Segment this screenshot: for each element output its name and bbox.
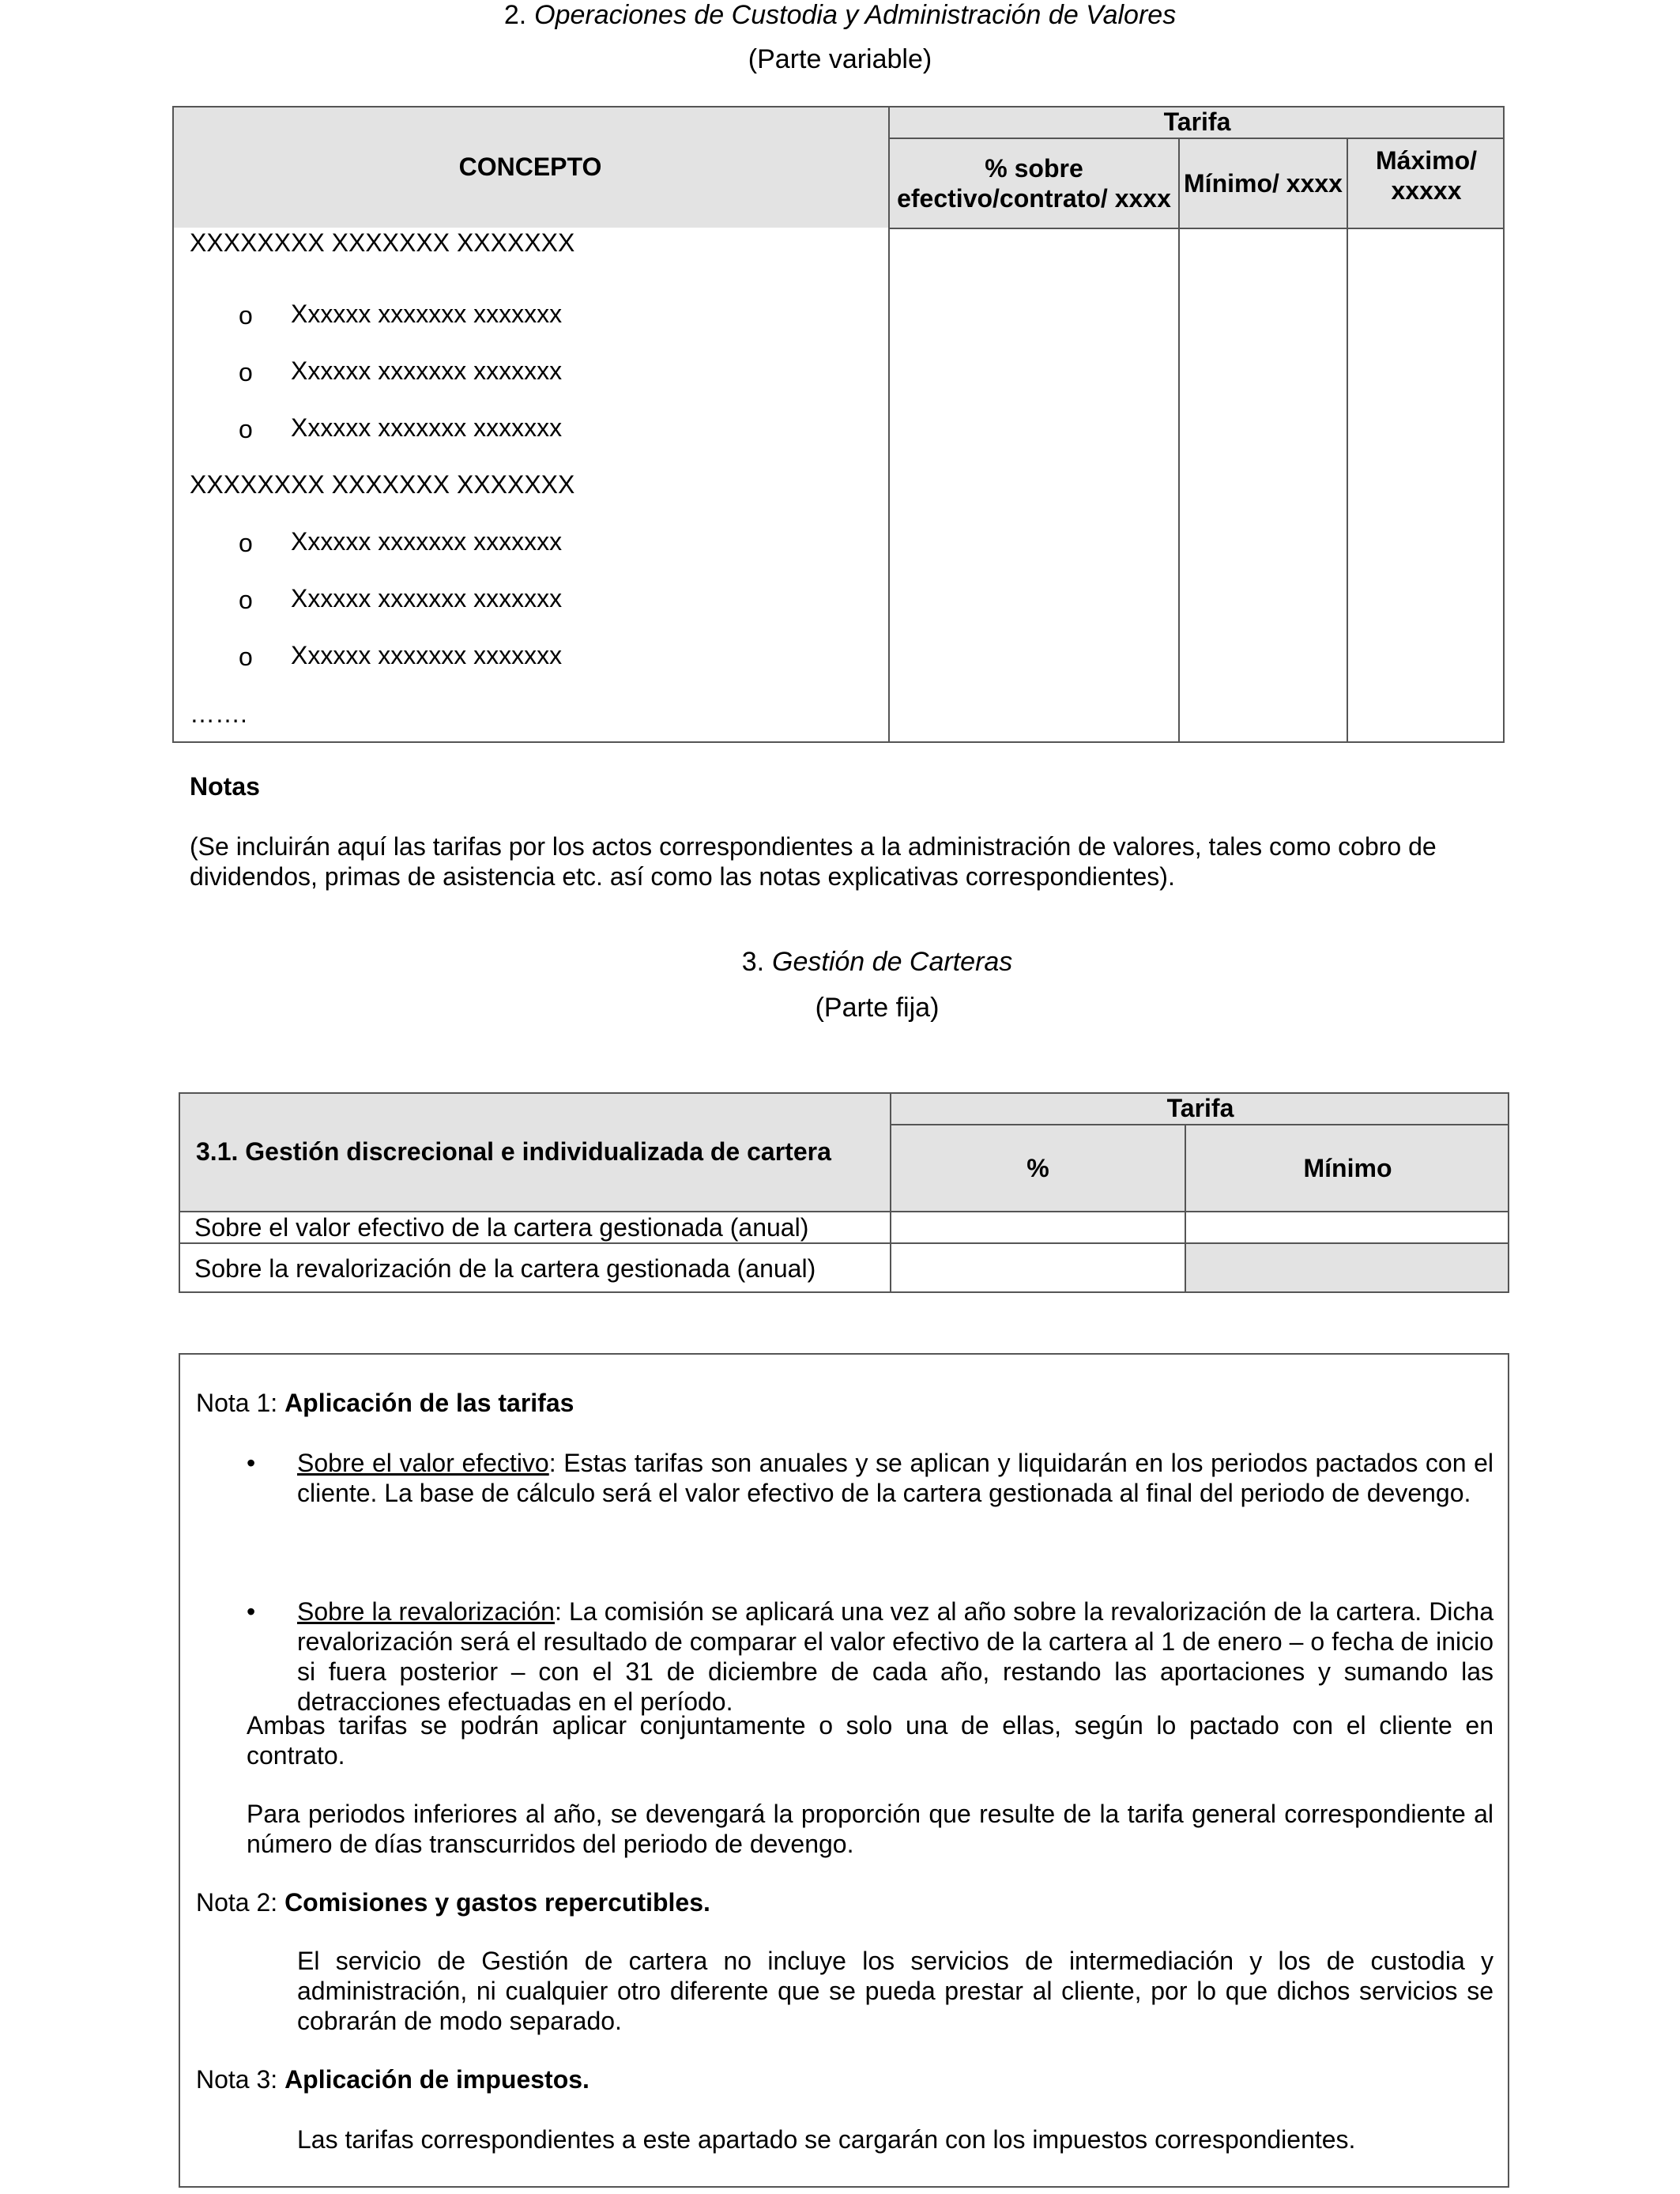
list-item: Xxxxxx xxxxxxx xxxxxxx: [291, 413, 563, 442]
list-item: Xxxxxx xxxxxxx xxxxxxx: [291, 641, 563, 669]
section3-title-text: Gestión de Carteras: [772, 947, 1013, 977]
list-item: Xxxxxx xxxxxxx xxxxxxx: [291, 356, 563, 385]
col-porcentaje-header: % sobre efectivo/contrato/ xxxx: [897, 154, 1171, 213]
nota1-title: Aplicación de las tarifas: [284, 1389, 574, 1417]
group-heading: XXXXXXXX XXXXXXX XXXXXXX: [190, 470, 575, 499]
nota1: [196, 1388, 574, 1418]
row-valor-efectivo: Sobre el valor efectivo de la cartera gestionada (anual): [194, 1213, 809, 1242]
section3-subtitle: (Parte fija): [815, 993, 940, 1023]
section3-title: [0, 947, 1680, 978]
row-revalorizacion: Sobre la revalorización de la cartera gestionada (anual): [194, 1254, 816, 1283]
list-bullet: o: [239, 415, 253, 443]
col-minimo-header: Mínimo: [1303, 1154, 1392, 1182]
list-item: Xxxxxx xxxxxxx xxxxxxx: [291, 300, 563, 328]
bullet2: [297, 1596, 1494, 1717]
divider: [179, 1242, 1509, 1244]
table2-header: 3.1. Gestión discrecional e individualizada de cartera: [196, 1137, 831, 1166]
list-bullet: o: [239, 358, 253, 386]
list-bullet: o: [239, 301, 253, 330]
list-bullet: o: [239, 643, 253, 671]
bullet1-text: : Estas tarifas son anuales y se aplican y liquidarán en los periodos pactados con el cliente. La base de cálculo será el valor efectivo de la cartera gestionada al final del periodo de devengo.: [297, 1449, 1494, 1507]
nota1-prefix: Nota 1:: [196, 1389, 285, 1417]
bullet-icon: •: [247, 1449, 256, 1477]
bullet1-underlined: Sobre el valor efectivo: [297, 1449, 549, 1477]
nota2: [196, 1887, 710, 1917]
custody-table: [172, 106, 1505, 743]
bullet2-text: : La comisión se aplicará una vez al año sobre la revalorización de la cartera. Dicha revalorización será el resultado de comparar el valor efectivo de la cartera al 1 de enero – o fecha de inicio si fuera posterior – con el 31 de diciembre de cada año, restando las aportaciones y sumando las detracciones efectuadas en el período.: [297, 1597, 1494, 1716]
nota2-text: El servicio de Gestión de cartera no incluye los servicios de intermediación y los de custodia y administración, ni cualquier otro diferente que se pueda prestar al cliente, por lo que dichos servicios se cobrarán de modo separado.: [297, 1947, 1494, 2035]
nota2-title: Comisiones y gastos repercutibles.: [284, 1888, 710, 1917]
notes-heading: Notas: [190, 772, 260, 801]
nota2-prefix: Nota 2:: [196, 1888, 285, 1917]
list-item: Xxxxxx xxxxxxx xxxxxxx: [291, 584, 563, 613]
list-bullet: o: [239, 586, 253, 614]
notes-text: (Se incluirán aquí las tarifas por los actos correspondientes a la administración de valores, tales como cobro de dividendos, primas de asistencia etc. así como las notas explicativas correspondientes).: [190, 832, 1437, 891]
col-maximo-header: Máximo/ xxxxx: [1375, 146, 1478, 205]
para-periodos-inferiores: Para periodos inferiores al año, se devengará la proporción que resulte de la tarifa general correspondiente al número de días transcurridos del periodo de devengo.: [247, 1800, 1494, 1858]
nota3-prefix: Nota 3:: [196, 2065, 285, 2094]
section2-number: 2.: [503, 0, 527, 30]
para-ambas-tarifas: Ambas tarifas se podrán aplicar conjuntamente o solo una de ellas, según lo pactado con el cliente en contrato.: [247, 1711, 1494, 1770]
divider: [888, 228, 1505, 229]
section2-title: [0, 0, 1680, 31]
bullet2-underlined: Sobre la revalorización: [297, 1597, 555, 1626]
col-porcentaje-header: %: [1026, 1154, 1049, 1182]
tarifa-header: Tarifa: [1163, 107, 1231, 136]
notes-box: [179, 1353, 1509, 2188]
bullet-icon: •: [247, 1597, 256, 1626]
tarifa-header: Tarifa: [1166, 1094, 1234, 1122]
section2-subtitle: (Parte variable): [748, 44, 932, 74]
nota3-title: Aplicación de impuestos.: [284, 2065, 590, 2094]
section2-title-text: Operaciones de Custodia y Administración de Valores: [534, 0, 1177, 30]
list-bullet: o: [239, 529, 253, 557]
col-minimo-header: Mínimo/ xxxx: [1184, 169, 1343, 198]
section3-number: 3.: [741, 947, 765, 977]
concepto-header: CONCEPTO: [458, 153, 602, 181]
list-item: Xxxxxx xxxxxxx xxxxxxx: [291, 527, 563, 556]
ellipsis: …….: [190, 699, 247, 728]
bullet1: [297, 1448, 1494, 1508]
nota3-text: Las tarifas correspondientes a este apartado se cargarán con los impuestos correspondientes.: [297, 2125, 1356, 2154]
portfolio-table: [179, 1092, 1509, 1293]
nota3: [196, 2064, 590, 2094]
group-heading: XXXXXXXX XXXXXXX XXXXXXX: [190, 228, 575, 257]
